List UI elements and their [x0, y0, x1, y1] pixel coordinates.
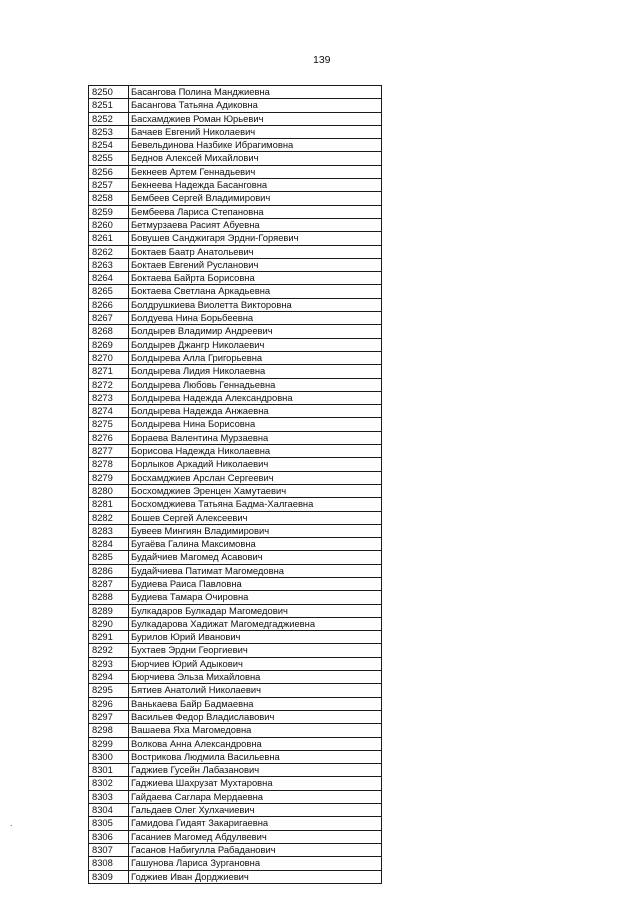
full-name-cell: Будайчиев Магомед Асавович	[129, 551, 382, 564]
full-name-cell: Болдырев Владимир Андреевич	[129, 325, 382, 338]
full-name-cell: Боктаева Байрта Борисовна	[129, 272, 382, 285]
table-row	[89, 325, 382, 338]
row-number-cell: 8272	[89, 378, 129, 391]
row-number-cell: 8280	[89, 484, 129, 497]
full-name-cell: Вашаева Яха Магомедовна	[129, 724, 382, 737]
table-row	[89, 218, 382, 231]
table-row	[89, 644, 382, 657]
row-number-cell: 8294	[89, 671, 129, 684]
full-name-cell: Бурилов Юрий Иванович	[129, 631, 382, 644]
table-row	[89, 604, 382, 617]
table-row	[89, 285, 382, 298]
table-row	[89, 152, 382, 165]
table-row	[89, 764, 382, 777]
table-row	[89, 684, 382, 697]
full-name-cell: Булкадаров Булкадар Магомедович	[129, 604, 382, 617]
full-name-cell: Будайчиева Патимат Магомедовна	[129, 564, 382, 577]
full-name-cell: Гальдаев Олег Хулхачиевич	[129, 804, 382, 817]
table-row	[89, 139, 382, 152]
row-number-cell: 8254	[89, 139, 129, 152]
table-row	[89, 697, 382, 710]
full-name-cell: Бекнеев Артем Геннадьевич	[129, 165, 382, 178]
row-number-cell: 8300	[89, 750, 129, 763]
row-number-cell: 8277	[89, 445, 129, 458]
row-number-cell: 8274	[89, 405, 129, 418]
table-row	[89, 272, 382, 285]
table-row	[89, 777, 382, 790]
row-number-cell: 8256	[89, 165, 129, 178]
row-number-cell: 8270	[89, 351, 129, 364]
table-row	[89, 498, 382, 511]
row-number-cell: 8252	[89, 112, 129, 125]
full-name-cell: Бюрчиева Эльза Михайловна	[129, 671, 382, 684]
table-row	[89, 391, 382, 404]
row-number-cell: 8278	[89, 458, 129, 471]
full-name-cell: Гаджиев Гусейн Лабазанович	[129, 764, 382, 777]
full-name-cell: Болдрушкиева Виолетта Викторовна	[129, 298, 382, 311]
full-name-cell: Босхомджиев Эренцен Хамутаевич	[129, 484, 382, 497]
row-number-cell: 8259	[89, 205, 129, 218]
table-row	[89, 245, 382, 258]
stray-mark: .	[10, 818, 13, 828]
full-name-cell: Болдырева Нина Борисовна	[129, 418, 382, 431]
full-name-cell: Гаджиева Шахрузат Мухтаровна	[129, 777, 382, 790]
table-row	[89, 724, 382, 737]
table-row	[89, 551, 382, 564]
full-name-cell: Бембеев Сергей Владимирович	[129, 192, 382, 205]
table-row	[89, 165, 382, 178]
full-name-cell: Бухтаев Эрдни Георгиевич	[129, 644, 382, 657]
row-number-cell: 8260	[89, 218, 129, 231]
full-name-cell: Бетмурзаева Расият Абуевна	[129, 218, 382, 231]
table-row	[89, 99, 382, 112]
table-row	[89, 830, 382, 843]
full-name-cell: Болдырева Лидия Николаевна	[129, 365, 382, 378]
row-number-cell: 8250	[89, 86, 129, 99]
full-name-cell: Гашунова Лариса Зургановна	[129, 857, 382, 870]
row-number-cell: 8286	[89, 564, 129, 577]
row-number-cell: 8262	[89, 245, 129, 258]
full-name-cell: Гайдаева Саглара Мердаевна	[129, 790, 382, 803]
table-row	[89, 312, 382, 325]
row-number-cell: 8273	[89, 391, 129, 404]
row-number-cell: 8290	[89, 617, 129, 630]
table-row	[89, 179, 382, 192]
row-number-cell: 8309	[89, 870, 129, 883]
table-row	[89, 445, 382, 458]
full-name-cell: Волкова Анна Александровна	[129, 737, 382, 750]
row-number-cell: 8291	[89, 631, 129, 644]
full-name-cell: Басангова Татьяна Адиковна	[129, 99, 382, 112]
table-row	[89, 538, 382, 551]
row-number-cell: 8301	[89, 764, 129, 777]
full-name-cell: Бятиев Анатолий Николаевич	[129, 684, 382, 697]
row-number-cell: 8282	[89, 511, 129, 524]
full-name-cell: Болдырева Любовь Геннадьевна	[129, 378, 382, 391]
table-row	[89, 591, 382, 604]
table-row	[89, 817, 382, 830]
row-number-cell: 8263	[89, 258, 129, 271]
full-name-cell: Бовушев Санджигаря Эрдни-Горяевич	[129, 232, 382, 245]
page-number: 139	[313, 54, 331, 66]
full-name-cell: Будиева Раиса Павловна	[129, 577, 382, 590]
full-name-cell: Гамидова Гидаят Закаригаевна	[129, 817, 382, 830]
full-name-cell: Гасанов Набигулла Рабаданович	[129, 843, 382, 856]
row-number-cell: 8302	[89, 777, 129, 790]
table-row	[89, 258, 382, 271]
table-row	[89, 458, 382, 471]
full-name-cell: Ванькаева Байр Бадмаевна	[129, 697, 382, 710]
table-row	[89, 804, 382, 817]
row-number-cell: 8265	[89, 285, 129, 298]
full-name-cell: Боктаева Светлана Аркадьевна	[129, 285, 382, 298]
row-number-cell: 8289	[89, 604, 129, 617]
full-name-cell: Бачаев Евгений Николаевич	[129, 125, 382, 138]
row-number-cell: 8266	[89, 298, 129, 311]
full-name-cell: Годжиев Иван Дорджиевич	[129, 870, 382, 883]
full-name-cell: Болдырева Надежда Александровна	[129, 391, 382, 404]
full-name-cell: Бевельдинова Назбике Ибрагимовна	[129, 139, 382, 152]
table-row	[89, 405, 382, 418]
full-name-cell: Гасаниев Магомед Абдулвевич	[129, 830, 382, 843]
row-number-cell: 8279	[89, 471, 129, 484]
table-row	[89, 338, 382, 351]
row-number-cell: 8293	[89, 657, 129, 670]
table-row	[89, 631, 382, 644]
full-name-cell: Вострикова Людмила Васильевна	[129, 750, 382, 763]
table-row	[89, 857, 382, 870]
row-number-cell: 8305	[89, 817, 129, 830]
row-number-cell: 8255	[89, 152, 129, 165]
full-name-cell: Бугаёва Галина Максимовна	[129, 538, 382, 551]
row-number-cell: 8296	[89, 697, 129, 710]
full-name-cell: Басхамджиев Роман Юрьевич	[129, 112, 382, 125]
table-row	[89, 843, 382, 856]
row-number-cell: 8303	[89, 790, 129, 803]
table-row	[89, 750, 382, 763]
row-number-cell: 8284	[89, 538, 129, 551]
row-number-cell: 8257	[89, 179, 129, 192]
table-row	[89, 484, 382, 497]
table-row	[89, 617, 382, 630]
row-number-cell: 8281	[89, 498, 129, 511]
table-row	[89, 790, 382, 803]
table-row	[89, 431, 382, 444]
row-number-cell: 8253	[89, 125, 129, 138]
table-row	[89, 564, 382, 577]
full-name-cell: Болдырева Надежда Анжаевна	[129, 405, 382, 418]
name-register-table	[88, 85, 382, 884]
row-number-cell: 8295	[89, 684, 129, 697]
table-row	[89, 710, 382, 723]
table-row	[89, 112, 382, 125]
full-name-cell: Бувеев Мингиян Владимирович	[129, 524, 382, 537]
register-body	[89, 86, 382, 884]
table-row	[89, 351, 382, 364]
full-name-cell: Беднов Алексей Михайлович	[129, 152, 382, 165]
table-row	[89, 365, 382, 378]
table-row	[89, 577, 382, 590]
row-number-cell: 8276	[89, 431, 129, 444]
table-row	[89, 524, 382, 537]
table-row	[89, 471, 382, 484]
row-number-cell: 8287	[89, 577, 129, 590]
row-number-cell: 8251	[89, 99, 129, 112]
table-row	[89, 192, 382, 205]
row-number-cell: 8298	[89, 724, 129, 737]
row-number-cell: 8264	[89, 272, 129, 285]
row-number-cell: 8271	[89, 365, 129, 378]
row-number-cell: 8269	[89, 338, 129, 351]
full-name-cell: Босхомджиева Татьяна Бадма-Халгаевна	[129, 498, 382, 511]
full-name-cell: Болдырева Алла Григорьевна	[129, 351, 382, 364]
full-name-cell: Бембеева Лариса Степановна	[129, 205, 382, 218]
row-number-cell: 8297	[89, 710, 129, 723]
full-name-cell: Болдырев Джангр Николаевич	[129, 338, 382, 351]
full-name-cell: Васильев Федор Владиславович	[129, 710, 382, 723]
full-name-cell: Бекнеева Надежда Басанговна	[129, 179, 382, 192]
row-number-cell: 8283	[89, 524, 129, 537]
table-row	[89, 125, 382, 138]
row-number-cell: 8267	[89, 312, 129, 325]
row-number-cell: 8275	[89, 418, 129, 431]
full-name-cell: Болдуева Нина Борьбеевна	[129, 312, 382, 325]
table-row	[89, 657, 382, 670]
full-name-cell: Бюрчиев Юрий Адыкович	[129, 657, 382, 670]
table-row	[89, 205, 382, 218]
full-name-cell: Бошев Сергей Алексеевич	[129, 511, 382, 524]
full-name-cell: Борлыков Аркадий Николаевич	[129, 458, 382, 471]
table-row	[89, 737, 382, 750]
full-name-cell: Будиева Тамара Очировна	[129, 591, 382, 604]
full-name-cell: Босхамджиев Арслан Сергеевич	[129, 471, 382, 484]
table-row	[89, 298, 382, 311]
full-name-cell: Басангова Полина Манджиевна	[129, 86, 382, 99]
full-name-cell: Боктаев Евгений Русланович	[129, 258, 382, 271]
full-name-cell: Булкадарова Хадижат Магомедгаджиевна	[129, 617, 382, 630]
table-row	[89, 671, 382, 684]
row-number-cell: 8285	[89, 551, 129, 564]
row-number-cell: 8307	[89, 843, 129, 856]
table-row	[89, 86, 382, 99]
table-row	[89, 418, 382, 431]
table-row	[89, 870, 382, 883]
row-number-cell: 8261	[89, 232, 129, 245]
table-row	[89, 232, 382, 245]
row-number-cell: 8268	[89, 325, 129, 338]
full-name-cell: Борисова Надежда Николаевна	[129, 445, 382, 458]
row-number-cell: 8306	[89, 830, 129, 843]
table-row	[89, 378, 382, 391]
full-name-cell: Бораева Валентина Мурзаевна	[129, 431, 382, 444]
row-number-cell: 8288	[89, 591, 129, 604]
row-number-cell: 8308	[89, 857, 129, 870]
row-number-cell: 8258	[89, 192, 129, 205]
row-number-cell: 8292	[89, 644, 129, 657]
full-name-cell: Боктаев Баатр Анатольевич	[129, 245, 382, 258]
table-row	[89, 511, 382, 524]
row-number-cell: 8299	[89, 737, 129, 750]
row-number-cell: 8304	[89, 804, 129, 817]
